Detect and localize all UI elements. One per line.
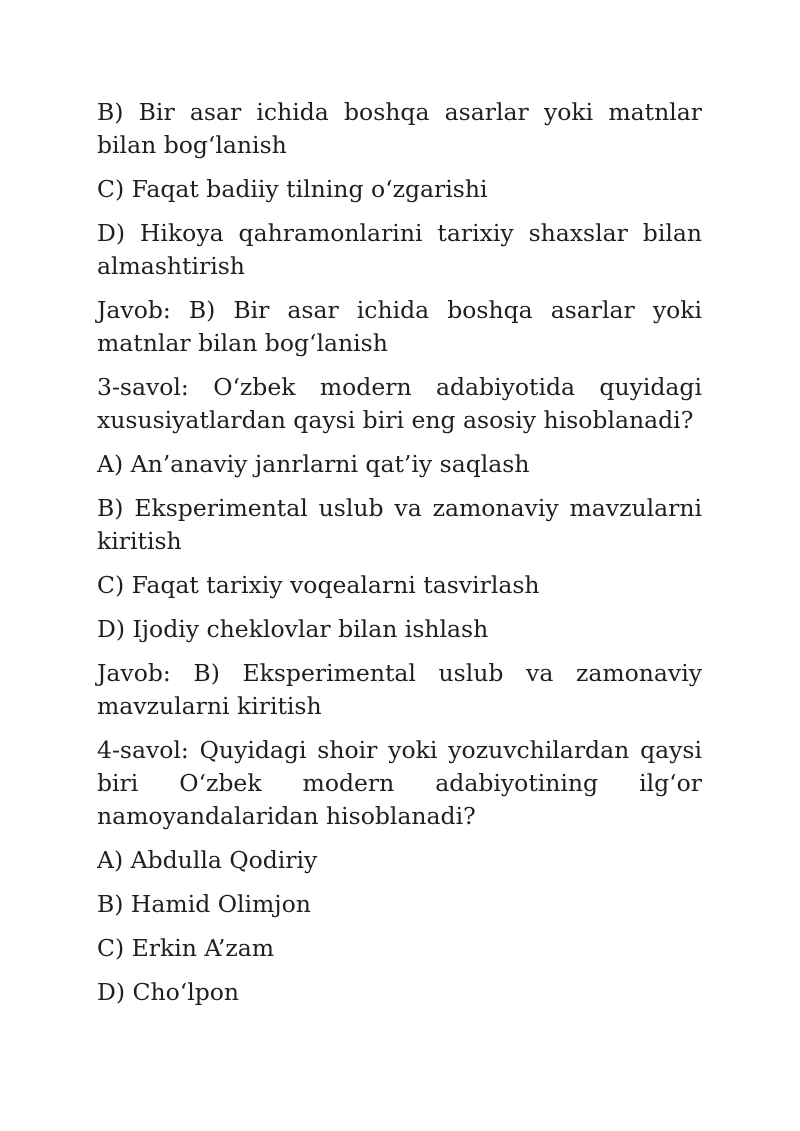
answer-q2: Javob: B) Bir asar ichida boshqa asarlar yoki matnlar bilan bog‘lanish xyxy=(97,296,702,357)
option-d-q2: D) Hikoya qahramonlarini tarixiy shaxslar bilan almashtirish xyxy=(97,219,702,280)
question-4: 4-savol: Quyidagi shoir yoki yozuvchilardan qaysi biri O‘zbek modern adabiyotining ilg‘or namoyandalaridan hisoblanadi? xyxy=(97,736,702,830)
option-a-q3: A) An’anaviy janrlarni qat’iy saqlash xyxy=(97,450,530,478)
option-c-q2: C) Faqat badiiy tilning o‘zgarishi xyxy=(97,175,488,203)
document-page xyxy=(97,96,702,1020)
option-d-q4: D) Cho‘lpon xyxy=(97,978,240,1006)
option-c-q4: C) Erkin A’zam xyxy=(97,934,275,962)
option-b-q2: B) Bir asar ichida boshqa asarlar yoki matnlar bilan bog‘lanish xyxy=(97,98,702,159)
option-a-q4: A) Abdulla Qodiriy xyxy=(97,846,318,874)
option-d-q3: D) Ijodiy cheklovlar bilan ishlash xyxy=(97,615,489,643)
answer-q3: Javob: B) Eksperimental uslub va zamonaviy mavzularni kiritish xyxy=(97,659,702,720)
option-b-q4: B) Hamid Olimjon xyxy=(97,890,311,918)
option-c-q3: C) Faqat tarixiy voqealarni tasvirlash xyxy=(97,571,540,599)
question-3: 3-savol: O‘zbek modern adabiyotida quyidagi xususiyatlardan qaysi biri eng asosiy hisoblanadi? xyxy=(97,373,702,434)
option-b-q3: B) Eksperimental uslub va zamonaviy mavzularni kiritish xyxy=(97,494,702,555)
